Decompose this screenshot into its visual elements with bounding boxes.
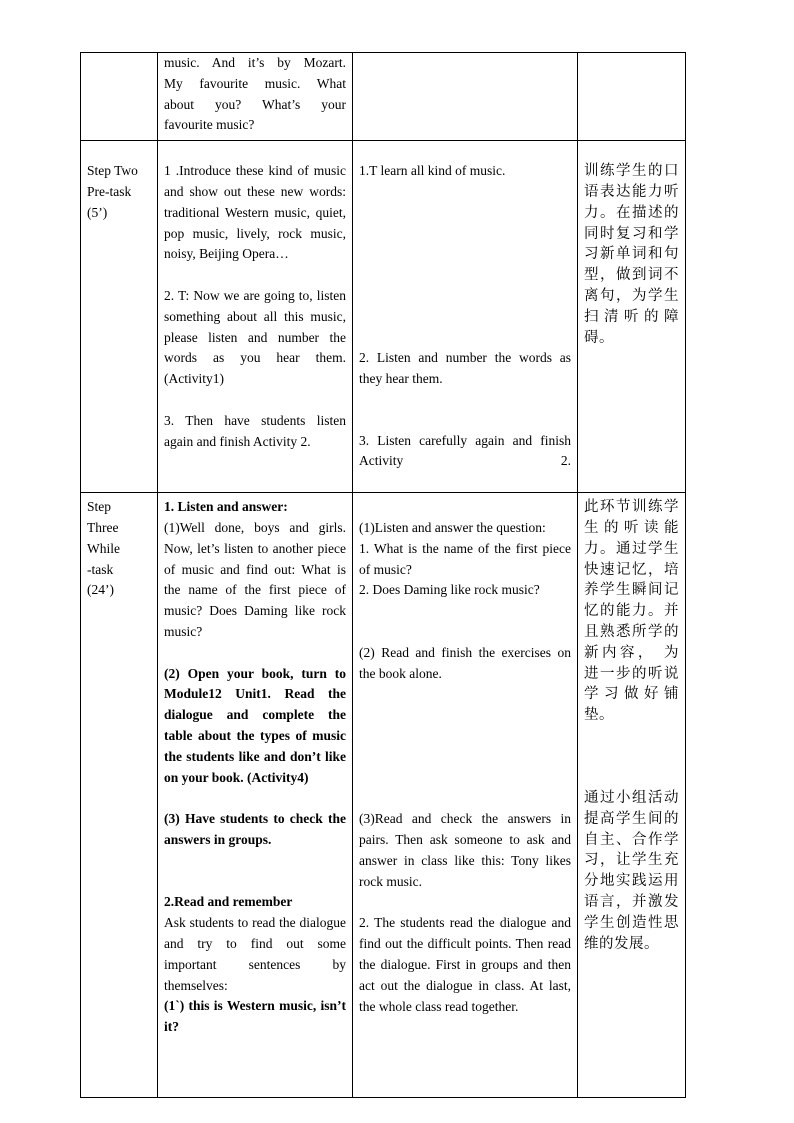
teacher-activity-cell <box>158 493 353 1098</box>
teacher-paragraph: (1`) this is Western music, isn’t it? <box>164 998 346 1035</box>
teacher-paragraph: 2. T: Now we are going to, listen something about all this music, please listen and number the words as you hear them.(Activity1) <box>164 287 346 387</box>
student-paragraph: 1.T learn all kind of music. <box>359 163 506 179</box>
purpose-cell <box>578 493 686 1098</box>
purpose-text: 此环节训练学生的听读能力。通过学生快速记忆，培养学生瞬间记忆的能力。并且熟悉所学的新内容， 为进一步的听说学习做好铺垫。 <box>584 499 679 724</box>
student-activity-cell <box>353 53 578 141</box>
teacher-activity-cell <box>158 141 353 493</box>
teacher-paragraph: (1)Well done, boys and girls. Now, let’s listen to another piece of music and find out: What is the name of the first piece of music? Does Daming like rock music? <box>164 519 346 639</box>
purpose-text: 训练学生的口语表达能力听力。在描述的同时复习和学习新单词和句型，做到词不离句，为学生扫清听的障碍。 <box>584 163 679 346</box>
teacher-paragraph: 1 .Introduce these kind of music and show out these new words: traditional Western music, quiet, pop music, lively, rock music, noisy, Beijing Opera… <box>164 163 346 262</box>
purpose-cell <box>578 141 686 493</box>
teacher-paragraph: Ask students to read the dialogue and try to find out some important sentences by themselves: <box>164 915 346 993</box>
student-paragraph: (2) Read and finish the exercises on the book alone. <box>359 644 571 681</box>
purpose-cell <box>578 53 686 141</box>
text-line: My favourite music. What <box>164 75 346 91</box>
step-cell <box>81 53 158 141</box>
teacher-paragraph: (3) Have students to check the answers in groups. <box>164 811 346 847</box>
step-cell <box>81 493 158 1098</box>
student-paragraph: 2. The students read the dialogue and find out the difficult points. Then read the dialogue. First in groups and then act out the dialogue in class. At last, the whole class read together. <box>359 915 571 1014</box>
student-activity-cell <box>353 493 578 1098</box>
teacher-paragraph: (2) Open your book, turn to Module12 Unit1. Read the dialogue and complete the table about the types of music the students like and don’t like on your book. (Activity4) <box>164 665 346 785</box>
step-cell <box>81 141 158 493</box>
section-heading: 1. Listen and answer: <box>164 499 288 515</box>
purpose-text: 通过小组活动提高学生间的自主、合作学习，让学生充分地实践运用语言，并激发学生创造性思维的发展。 <box>584 789 679 952</box>
table-row <box>81 141 686 493</box>
text-line: music. And it’s by Mozart. <box>164 55 346 70</box>
student-activity-cell <box>353 141 578 493</box>
student-paragraph: (3)Read and check the answers in pairs. Then ask someone to ask and answer in class like this: Tony likes rock music. <box>359 811 571 889</box>
table-row <box>81 493 686 1098</box>
student-paragraph: (1)Listen and answer the question: 1. What is the name of the first piece of music? 2. Does Daming like rock music? <box>359 519 571 598</box>
text-line: favourite music? <box>164 117 255 133</box>
section-heading: 2.Read and remember <box>164 894 293 910</box>
student-paragraph: 2. Listen and number the words as they hear them. <box>359 349 571 386</box>
lesson-plan-table <box>80 52 686 1098</box>
step-label: Step Two Pre-task (5’) <box>87 163 138 220</box>
teacher-paragraph: 3. Then have students listen again and finish Activity 2. <box>164 412 346 449</box>
student-paragraph: 3. Listen carefully again and finish Activity 2. <box>359 432 571 469</box>
step-label: Step Three While -task (24’) <box>87 499 120 598</box>
text-line: about you? What’s your <box>164 96 346 112</box>
table-row <box>81 53 686 141</box>
teacher-activity-cell <box>158 53 353 141</box>
